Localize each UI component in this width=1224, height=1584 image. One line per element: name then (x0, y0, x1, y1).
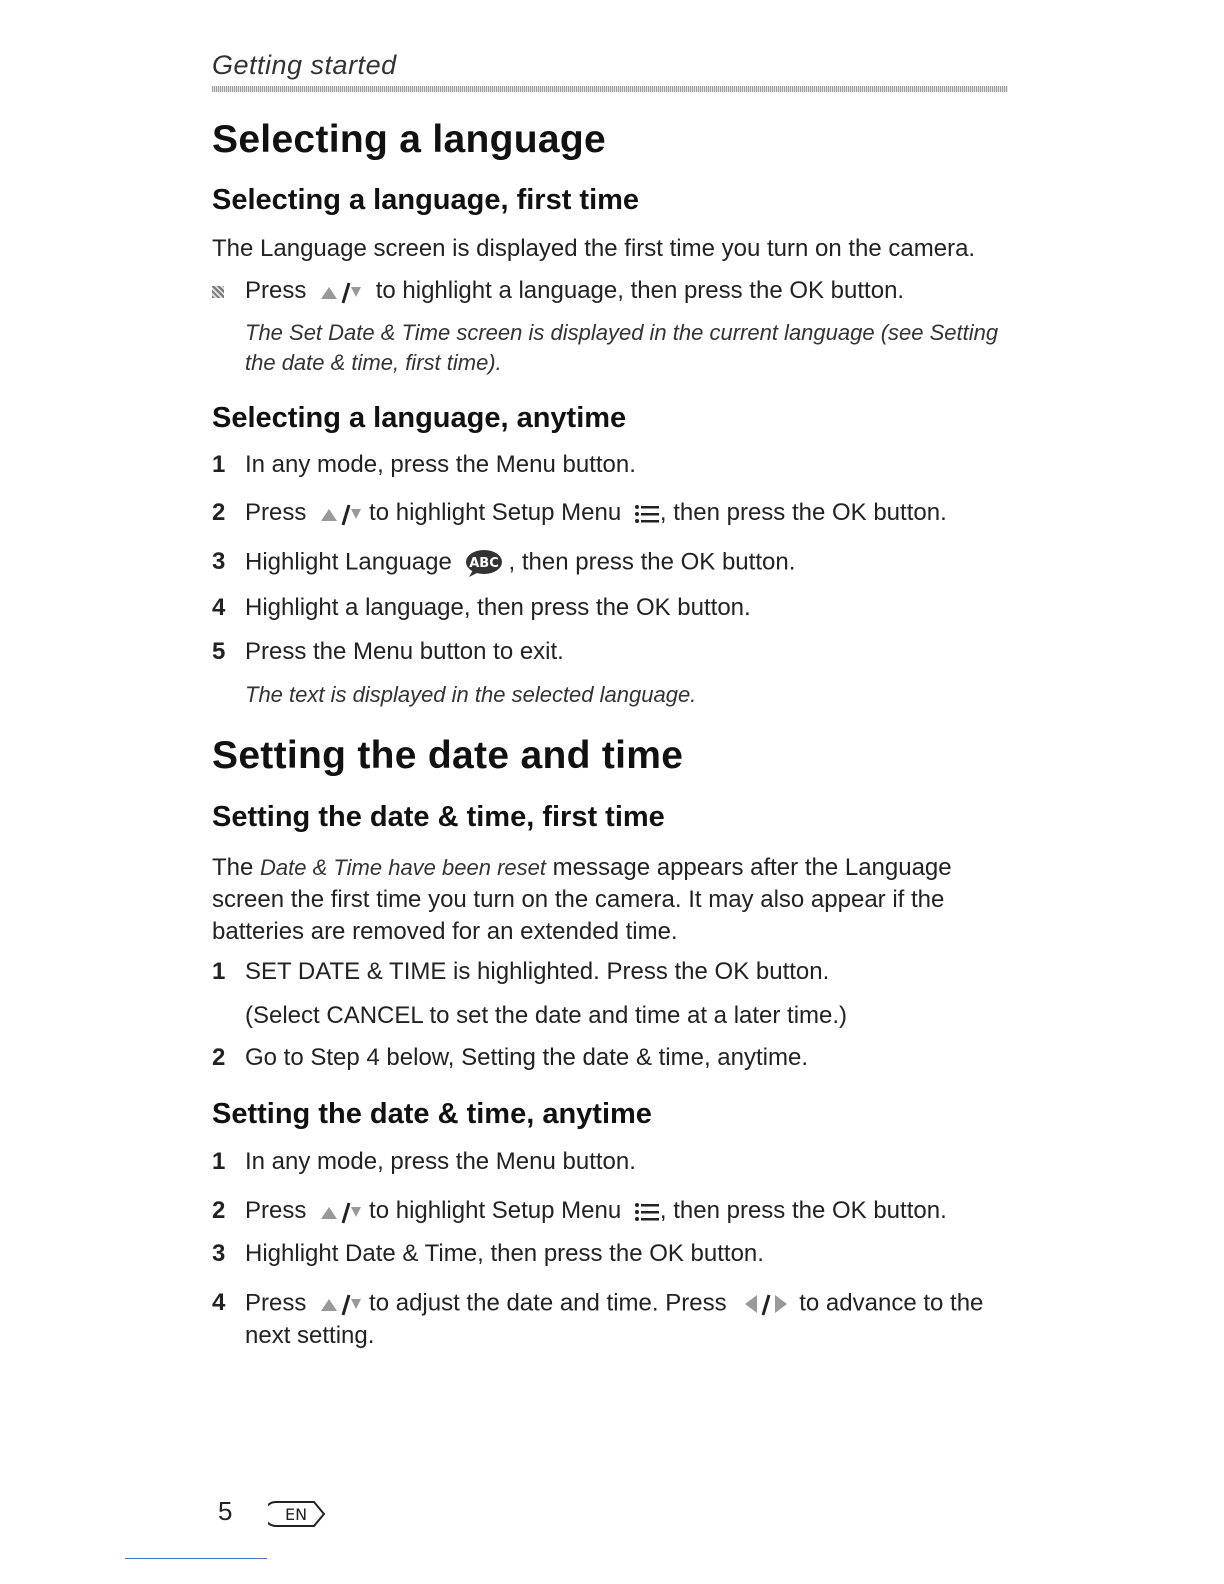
up-down-arrows-icon (317, 279, 365, 305)
language-badge-icon (268, 1498, 326, 1530)
subsection-title-language-first: Selecting a language, first time (212, 184, 640, 216)
step-item: 2 Press to highlight Setup Menu , then press the OK button. (212, 1197, 947, 1224)
paragraph-language-intro: The Language screen is displayed the first time you turn on the camera. (212, 235, 976, 262)
message-name: Date & Time have been reset (260, 855, 546, 880)
header-rule (212, 86, 1008, 92)
step-item: 4 Highlight a language, then press the OK button. (212, 594, 751, 621)
note-set-date-screen: The Set Date & Time screen is displayed in the current language (see Setting the date & time, first time). (245, 320, 999, 375)
section-title-language: Selecting a language (212, 118, 606, 161)
up-down-arrows-icon (317, 1199, 365, 1225)
step-item: 2 Press to highlight Setup Menu , then press the OK button. (212, 499, 947, 526)
step-item: 1 In any mode, press the Menu button. (212, 451, 636, 478)
subsection-title-date-anytime: Setting the date & time, anytime (212, 1098, 652, 1130)
step-item: 1 In any mode, press the Menu button. (212, 1148, 636, 1175)
step-item: 1 SET DATE & TIME is highlighted. Press the OK button. (212, 958, 830, 985)
note-selected-language: The text is displayed in the selected language. (245, 682, 697, 707)
step-item: 3 Highlight Language ABC , then press the OK button. (212, 548, 795, 578)
setup-menu-icon (634, 502, 660, 526)
page-number: 5 (218, 1496, 233, 1526)
bullet-icon (212, 286, 224, 298)
step-item: 4 Press to adjust the date and time. Press to advance to the (212, 1289, 983, 1319)
subsection-title-language-anytime: Selecting a language, anytime (212, 402, 627, 434)
step-item: 2 Go to Step 4 below, Setting the date & time, anytime. (212, 1044, 808, 1071)
running-head: Getting started (212, 50, 397, 80)
subsection-title-date-first: Setting the date & time, first time (212, 801, 665, 833)
up-down-arrows-icon (317, 501, 365, 527)
step-item: 3 Highlight Date & Time, then press the OK button. (212, 1240, 764, 1267)
paragraph-date-intro: The Date & Time have been reset message appears after the Language screen the first time you turn on the camera. It may also appear if the batteries are removed for an extended time. (212, 854, 952, 945)
up-down-arrows-icon (317, 1291, 365, 1317)
svg-text:EN: EN (284, 1505, 308, 1524)
svg-text:ABC: ABC (468, 556, 499, 571)
section-title-date-time: Setting the date and time (212, 734, 684, 777)
language-abc-icon (463, 548, 505, 578)
setup-menu-icon (634, 1200, 660, 1224)
bullet-language-first: Press to highlight a language, then press the OK button. (212, 277, 904, 305)
bottom-link-line (125, 1558, 267, 1559)
left-right-arrows-icon (741, 1289, 791, 1319)
step-item: (Select CANCEL to set the date and time at a later time.) (245, 1002, 848, 1029)
step-continuation: next setting. (245, 1322, 375, 1349)
step-item: 5 Press the Menu button to exit. (212, 638, 564, 665)
